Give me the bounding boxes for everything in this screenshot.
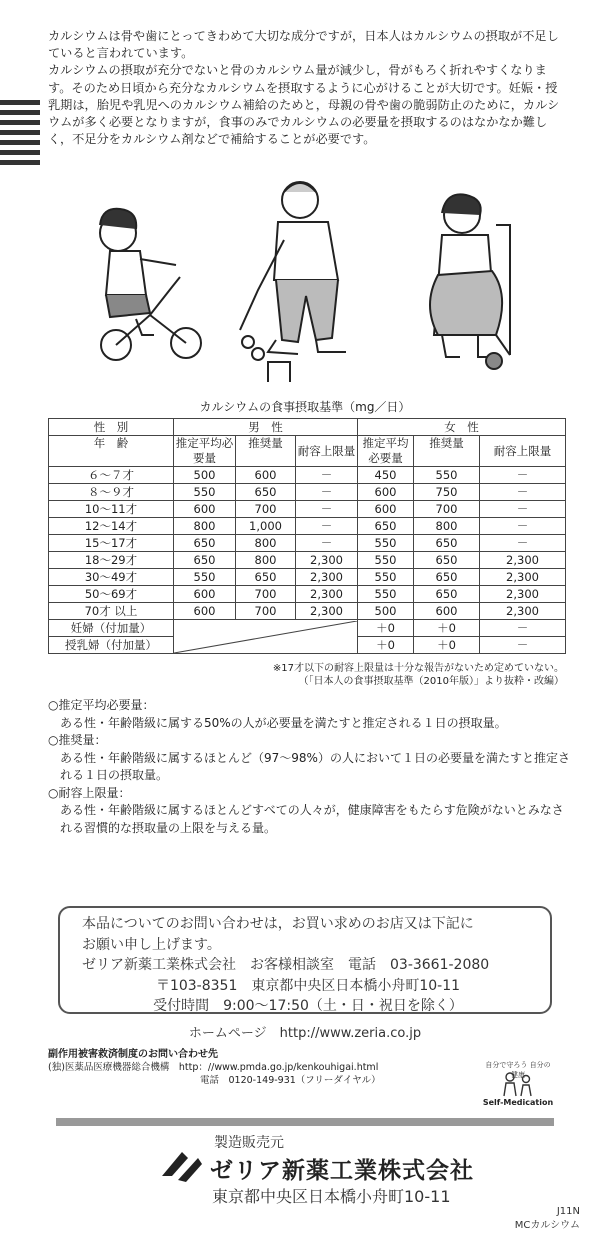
intro-paragraph-1: カルシウムは骨や歯にとってきわめて大切な成分ですが，日本人はカルシウムの摂取が不足していると言われています。 [48, 29, 559, 61]
value-cell: 550 [414, 467, 480, 484]
zeria-logo-icon [158, 1146, 206, 1186]
value-cell: 750 [414, 484, 480, 501]
intro-paragraph-2: カルシウムの摂取が充分でないと骨のカルシウム量が減少し，骨がもろく折れやすくなります。そのため日頃から充分なカルシウムを摂取するように心がけることが大切です。妊娠・授乳期は，胎児や乳児へのカルシウム補給のためと，母親の骨や歯の脆弱防止のために，カルシウムが多く必要となりますが，食事のみでカルシウムの必要量を摂取するのはなかなか難しく，不足分をカルシウム剤などで補給することが必要です。 [48, 63, 560, 147]
age-cell: 18～29才 [49, 552, 174, 569]
value-cell: 650 [174, 552, 236, 569]
relief-info [48, 1048, 381, 1087]
age-cell: ６～７才 [49, 467, 174, 484]
table-row [49, 484, 566, 501]
age-cell: 10～11才 [49, 501, 174, 518]
homepage-link[interactable]: ホームページ http://www.zeria.co.jp [188, 1026, 422, 1041]
value-cell: 500 [174, 467, 236, 484]
value-cell: － [480, 501, 566, 518]
extra-row-label-lactating: 授乳婦（付加量） [49, 637, 174, 654]
table-row [49, 603, 566, 620]
girl-on-bicycle-illustration [80, 170, 210, 390]
divider-bar [56, 1118, 554, 1126]
age-cell: 70才 以上 [49, 603, 174, 620]
relief-line-1: (独)医薬品医療機器総合機構 http：//www.pmda.go.jp/kenkouhigai.html [48, 1062, 379, 1073]
def-body: ある性・年齢階級に属する50%の人が必要量を満たすと推定される１日の摂取量。 [60, 715, 507, 730]
table-note-1: ※17才以下の耐容上限量は十分な報告がないため定めていない。 [272, 663, 564, 674]
value-cell: 700 [236, 586, 296, 603]
header-sex: 性 別 [49, 419, 174, 436]
value-cell: 650 [236, 569, 296, 586]
calcium-intake-table [48, 418, 566, 654]
value-cell: 800 [414, 518, 480, 535]
value-cell: 2,300 [296, 552, 358, 569]
contact-hours: 受付時間 9:00～17:50（土・日・祝日を除く） [153, 998, 463, 1014]
value-cell: 650 [414, 586, 480, 603]
def-heading: ○耐容上限量： [48, 785, 131, 800]
table-note-2: （「日本人の食事摂取基準（2010年版）」より抜粋・改編） [298, 676, 564, 687]
value-cell: 550 [358, 586, 414, 603]
value-cell: 600 [174, 603, 236, 620]
relief-title: 副作用被害救済制度のお問い合わせ先 [48, 1049, 218, 1060]
def-body: ある性・年齢階級に属するほとんどすべての人々が，健康障害をもたらす危険がないとみなされる習慣的な摂取量の上限を与える量。 [60, 803, 564, 835]
contact-line: お願い申し上げます。 [82, 936, 221, 953]
self-medication-logo [478, 1058, 558, 1112]
value-cell: 650 [414, 535, 480, 552]
value-cell: 600 [358, 484, 414, 501]
value-cell: 550 [174, 569, 236, 586]
age-cell: 12～14才 [49, 518, 174, 535]
table-row [49, 535, 566, 552]
table-row [49, 467, 566, 484]
value-cell: － [480, 535, 566, 552]
self-medication-arc-text: 自分で守ろう 自分の健康 [485, 1061, 551, 1079]
value-cell: 550 [358, 569, 414, 586]
relief-line-2: 電話 0120-149-931（フリーダイヤル） [200, 1075, 381, 1086]
extra-cell: － [480, 620, 566, 637]
value-cell: － [480, 467, 566, 484]
extra-cell: ＋0 [358, 637, 414, 654]
table-row [49, 586, 566, 603]
blank-diagonal-cell [174, 620, 358, 654]
header-female: 女 性 [358, 419, 566, 436]
value-cell: 650 [236, 484, 296, 501]
side-bars-decoration [0, 100, 40, 170]
def-heading: ○推定平均必要量： [48, 698, 155, 712]
value-cell: 550 [358, 552, 414, 569]
value-cell: 550 [174, 484, 236, 501]
table-row [49, 518, 566, 535]
value-cell: － [480, 518, 566, 535]
elderly-man-gateball-illustration [228, 170, 368, 390]
contact-phone: ゼリア新薬工業株式会社 お客様相談室 電話 03-3661-2080 [82, 957, 490, 973]
def-heading: ○推奨量： [48, 733, 107, 747]
value-cell: 800 [236, 552, 296, 569]
pregnant-woman-knitting-illustration [412, 170, 522, 390]
value-cell: 650 [414, 552, 480, 569]
extra-cell: ＋0 [414, 620, 480, 637]
value-cell: 2,300 [296, 603, 358, 620]
value-cell: 650 [174, 535, 236, 552]
contact-box [58, 906, 552, 1014]
manufacturer-address: 東京都中央区日本橋小舟町10-11 [212, 1187, 451, 1206]
value-cell: － [296, 535, 358, 552]
value-cell: 800 [174, 518, 236, 535]
extra-cell: ＋0 [358, 620, 414, 637]
contact-line: 本品についてのお問い合わせは，お買い求めのお店又は下記に [82, 916, 474, 932]
value-cell: － [296, 484, 358, 501]
value-cell: 600 [236, 467, 296, 484]
value-cell: － [296, 467, 358, 484]
value-cell: － [296, 501, 358, 518]
value-cell: 600 [414, 603, 480, 620]
value-cell: 2,300 [480, 603, 566, 620]
value-cell: 2,300 [480, 569, 566, 586]
value-cell: － [296, 518, 358, 535]
value-cell: 700 [236, 501, 296, 518]
value-cell: 650 [358, 518, 414, 535]
header-age: 年 齢 [49, 436, 174, 467]
manufacturer-label: 製造販売元 [214, 1135, 284, 1151]
value-cell: － [480, 484, 566, 501]
manufacturer-name: ゼリア新薬工業株式会社 [210, 1158, 474, 1184]
value-cell: 700 [414, 501, 480, 518]
value-cell: 2,300 [480, 552, 566, 569]
value-cell: 2,300 [296, 569, 358, 586]
value-cell: 450 [358, 467, 414, 484]
self-medication-label: Self-Medication [482, 1098, 554, 1107]
value-cell: 1,000 [236, 518, 296, 535]
subheader-ul-female: 耐容上限量 [480, 436, 566, 467]
age-cell: ８～９才 [49, 484, 174, 501]
subheader-rda-male: 推奨量 [236, 436, 296, 467]
value-cell: 2,300 [296, 586, 358, 603]
subheader-rda-female: 推奨量 [414, 436, 480, 467]
family-icon [498, 1070, 538, 1098]
intro-text [48, 28, 568, 148]
value-cell: 600 [174, 501, 236, 518]
value-cell: 700 [236, 603, 296, 620]
table-title: カルシウムの食事摂取基準（mg／日） [199, 400, 411, 414]
subheader-ear-male: 推定平均必要量 [174, 436, 236, 467]
code-2: MCカルシウム [514, 1220, 580, 1231]
value-cell: 2,300 [480, 586, 566, 603]
product-codes [515, 1205, 580, 1233]
extra-row-label-pregnant: 妊婦（付加量） [49, 620, 174, 637]
manufacturer-block [150, 1132, 490, 1208]
table-row [49, 501, 566, 518]
header-male: 男 性 [174, 419, 358, 436]
extra-cell: ＋0 [414, 637, 480, 654]
definitions [48, 697, 570, 837]
age-cell: 30～49才 [49, 569, 174, 586]
subheader-ear-female: 推定平均必要量 [358, 436, 414, 467]
extra-cell: － [480, 637, 566, 654]
age-cell: 15～17才 [49, 535, 174, 552]
def-body: ある性・年齢階級に属するほとんど（97～98%）の人において１日の必要量を満たすと推定される１日の摂取量。 [60, 750, 570, 782]
value-cell: 550 [358, 535, 414, 552]
age-cell: 50～69才 [49, 586, 174, 603]
value-cell: 600 [174, 586, 236, 603]
code-1: J11N [556, 1206, 580, 1217]
value-cell: 650 [414, 569, 480, 586]
value-cell: 800 [236, 535, 296, 552]
contact-address: 〒103-8351 東京都中央区日本橋小舟町10-11 [155, 977, 461, 994]
value-cell: 600 [358, 501, 414, 518]
value-cell: 500 [358, 603, 414, 620]
table-row [49, 569, 566, 586]
table-row [49, 552, 566, 569]
subheader-ul-male: 耐容上限量 [296, 436, 358, 467]
